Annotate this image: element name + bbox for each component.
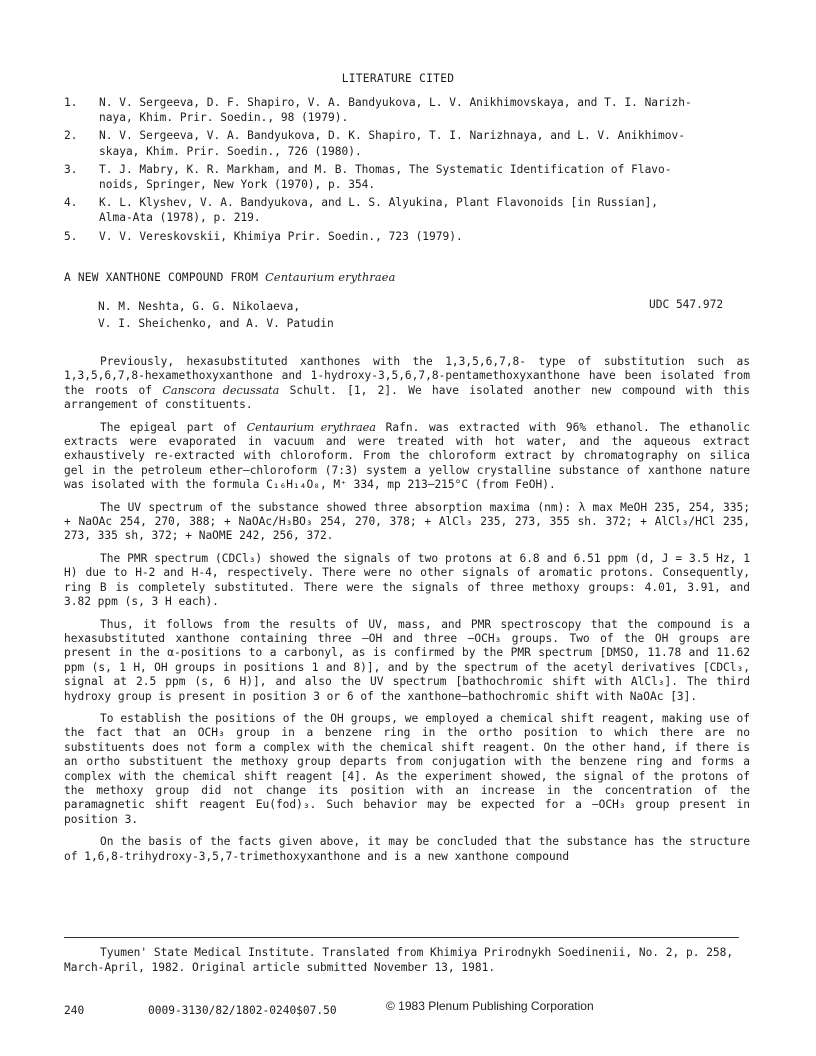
udc-code: UDC 547.972 <box>649 298 724 311</box>
article-title-text: A NEW XANTHONE COMPOUND FROM <box>64 271 266 284</box>
article-code: 0009-3130/82/1802-0240$07.50 <box>148 1004 337 1017</box>
reference-number: 5. <box>64 229 78 243</box>
body-paragraph: Thus, it follows from the results of UV, mass, and PMR spectroscopy that the compound is a hexasubstituted xanthone containing three —OH and three —OCH₃ groups. Two of the OH groups are present in the α-positions to a carbonyl, as is confirmed by the PMR spectrum [DMSO, 11.78 and 11.62 ppm (s, 1 H, OH groups in positions 1 and 8)], and by the spectrum of the acetyl derivatives [CDCl₃, signal at 2.5 ppm (s, 6 H)], and also the UV spectrum [bathochromic shift with AlCl₃]. The third hydroxy group is present in position 3 or 6 of the xanthone—bathochromic shift with NaOAc [3]. <box>64 617 750 703</box>
species-name: Centaurium erythraea <box>246 420 376 434</box>
reference-line: N. V. Sergeeva, V. A. Bandyukova, D. K. Shapiro, T. I. Narizhnaya, and L. V. Anikhimov- <box>99 129 685 143</box>
footnote: Tyumen' State Medical Institute. Translated from Khimiya Prirodnykh Soedinenii, No. 2, p. 258, March-April, 1982. Original article submitted November 13, 1981. <box>64 946 734 974</box>
reference-number: 1. <box>64 96 78 109</box>
paragraph-text: The epigeal part of <box>100 420 247 434</box>
body-paragraph: On the basis of the facts given above, it may be concluded that the substance has the structure of 1,6,8-trihydroxy-3,5,7-trimethoxyxanthone and is a new xanthone compound <box>64 835 750 863</box>
article-body <box>64 355 750 872</box>
paragraph-text: Rafn. was extracted with 96% ethanol. The ethanolic extracts were evaporated in vacuum and were treated with hot water, and the aqueous extract exhaustively re-extracted with chloroform. From the chloroform extract by chromatography on silica gel in the petroleum ether–chloroform (7:3) system a yellow crystalline substance of xanthone nature was isolated with the formula C₁₆H₁₄O₈, M⁺ 334, mp 213–215°C (from FeOH). <box>64 420 750 492</box>
reference-number: 2. <box>64 129 78 143</box>
article-title-species: Centaurium erythraea <box>265 271 396 284</box>
article-authors <box>98 298 334 332</box>
author-line: V. I. Sheichenko, and A. V. Patudin <box>98 317 334 330</box>
reference-line: Alma-Ata (1978), p. 219. <box>99 211 261 225</box>
body-paragraph <box>64 421 750 493</box>
reference-list <box>64 95 744 247</box>
reference-number: 4. <box>64 196 78 210</box>
paragraph-text: Previously, hexasubstituted xanthones with the 1,3,5,6,7,8- type of substitution such as 1,3,5,6,7,8-hexamethoxyxanthone and 1-hydroxy-3,5,6,7,8-pentamethoxyxanthone have been isolated from the roots of <box>64 355 750 397</box>
reference-item <box>64 162 744 192</box>
reference-line: skaya, Khim. Prir. Soedin., 726 (1980). <box>99 144 362 158</box>
reference-item <box>64 95 744 125</box>
author-line: N. M. Neshta, G. G. Nikolaeva, <box>98 300 301 313</box>
page-number: 240 <box>64 1004 85 1017</box>
reference-number: 3. <box>64 162 78 176</box>
reference-line: noids, Springer, New York (1970), p. 354. <box>99 178 376 192</box>
literature-cited-heading: LITERATURE CITED <box>341 72 455 85</box>
reference-item <box>64 229 744 244</box>
body-paragraph: The PMR spectrum (CDCl₃) showed the signals of two protons at 6.8 and 6.51 ppm (d, J = 3.5 Hz, 1 H) due to H-2 and H-4, respectively. There were no other signals of aromatic protons. Consequently, ring B is completely substituted. There were the signals of three methoxy groups: 4.01, 3.91, and 3.82 ppm (s, 3 H each). <box>64 551 750 609</box>
reference-line: naya, Khim. Prir. Soedin., 98 (1979). <box>99 111 349 125</box>
reference-line: T. J. Mabry, K. R. Markham, and M. B. Thomas, The Systematic Identification of Flavo- <box>99 162 672 176</box>
body-paragraph: To establish the positions of the OH groups, we employed a chemical shift reagent, making use of the fact that an OCH₃ group in a benzene ring in the ortho position to which there are no substituents does not form a complex with the chemical shift reagent. On the other hand, if there is an ortho substituent the methoxy group departs from conjugation with the benzene ring and forms a complex with the chemical shift reagent [4]. As the experiment showed, the signal of the protons of the methoxy group did not change its position with an increase in the concentration of the paramagnetic shift reagent Eu(fod)₃. Such behavior may be expected for a —OCH₃ group present in position 3. <box>64 711 750 826</box>
reference-line: V. V. Vereskovskii, Khimiya Prir. Soedin., 723 (1979). <box>99 229 463 243</box>
footnote-divider <box>64 937 739 938</box>
paragraph-text: Schult. [1, 2]. We have isolated another new compound with this arrangement of constituents. <box>64 383 751 412</box>
reference-line: N. V. Sergeeva, D. F. Shapiro, V. A. Bandyukova, L. V. Anikhimovskaya, and T. I. Narizh- <box>99 96 692 109</box>
copyright-notice: © 1983 Plenum Publishing Corporation <box>386 999 594 1013</box>
reference-item <box>64 195 744 225</box>
body-paragraph: The UV spectrum of the substance showed three absorption maxima (nm): λ max MeOH 235, 254, 335; + NaOAc 254, 270, 388; + NaOAc/H₃BO₃ 254, 270, 378; + AlCl₃ 235, 273, 355 sh. 372; + AlCl₃/HCl 235, 273, 335 sh, 372; + NaOME 242, 256, 372. <box>64 500 750 543</box>
reference-line: K. L. Klyshev, V. A. Bandyukova, and L. S. Alyukina, Plant Flavonoids [in Russian], <box>99 196 659 210</box>
species-name: Canscora decussata <box>162 383 280 397</box>
reference-item <box>64 128 744 158</box>
body-paragraph <box>64 355 750 413</box>
article-title <box>64 271 396 284</box>
